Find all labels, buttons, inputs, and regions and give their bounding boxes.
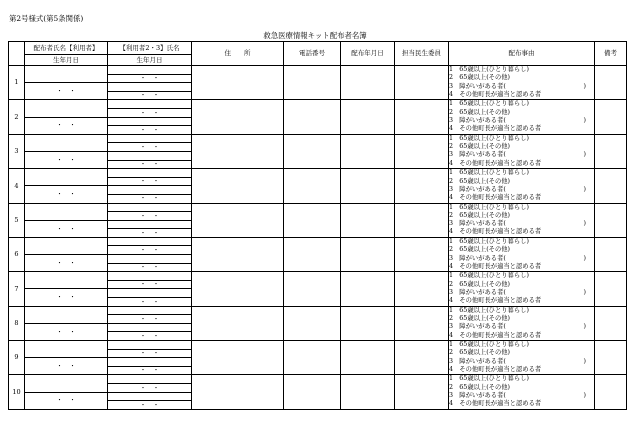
recipient-dob-cell[interactable]: ・ ・ (25, 323, 108, 340)
remarks-cell[interactable] (595, 100, 627, 134)
welfare-officer-cell[interactable] (395, 375, 449, 409)
table-row (9, 272, 627, 281)
reason-option-label: 3 障がいがある者( (449, 392, 506, 400)
other-user-name-cell[interactable] (108, 237, 192, 246)
distribution-date-cell[interactable] (341, 100, 395, 134)
distribution-date-cell[interactable] (341, 66, 395, 100)
reason-option-label: 1 65歳以上(ひとり暮らし) (449, 375, 529, 383)
reason-close-paren: ) (583, 254, 586, 262)
other-users-name-header: 【利用者2・3】氏名 (108, 42, 192, 55)
row-number: 5 (9, 203, 25, 237)
remarks-cell[interactable] (595, 237, 627, 271)
other-user-name-cell[interactable] (108, 375, 192, 384)
recipient-name-cell[interactable] (25, 66, 108, 83)
other-user-name-cell[interactable] (108, 220, 192, 229)
phone-cell[interactable] (284, 203, 341, 237)
reason-option-label: 4 その他町長が適当と認める者 (449, 400, 542, 408)
other-user-dob-cell[interactable]: ・ ・ (108, 349, 192, 358)
reason-cell (449, 203, 595, 237)
other-user-dob-cell[interactable]: ・ ・ (108, 315, 192, 324)
welfare-officer-cell[interactable] (395, 169, 449, 203)
remarks-cell[interactable] (595, 203, 627, 237)
distribution-date-cell[interactable] (341, 169, 395, 203)
reason-option-label: 2 65歳以上(その他) (449, 246, 511, 254)
reason-option-label: 3 障がいがある者( (449, 151, 506, 159)
reason-option[interactable] (449, 109, 594, 117)
phone-cell[interactable] (284, 306, 341, 340)
phone-cell[interactable] (284, 375, 341, 409)
other-user-name-cell[interactable] (108, 66, 192, 75)
distribution-date-cell[interactable] (341, 341, 395, 375)
reason-close-paren: ) (583, 82, 586, 90)
row-number: 10 (9, 375, 25, 409)
remarks-cell[interactable] (595, 134, 627, 168)
address-cell[interactable] (192, 134, 284, 168)
other-user-name-cell[interactable] (108, 203, 192, 212)
reason-close-paren: ) (583, 220, 586, 228)
remarks-cell[interactable] (595, 375, 627, 409)
reason-option-label: 1 65歳以上(ひとり暮らし) (449, 169, 529, 177)
table-row (9, 341, 627, 350)
row-number: 3 (9, 134, 25, 168)
reason-option-label: 2 65歳以上(その他) (449, 280, 511, 288)
distribution-date-cell[interactable] (341, 203, 395, 237)
reason-option[interactable] (449, 375, 594, 383)
row-number: 6 (9, 237, 25, 271)
address-cell[interactable] (192, 100, 284, 134)
other-user-dob-cell[interactable]: ・ ・ (108, 298, 192, 307)
reason-option-label: 2 65歳以上(その他) (449, 74, 511, 82)
reason-option[interactable] (449, 297, 594, 305)
reason-option[interactable] (449, 178, 594, 186)
recipient-dob-cell[interactable]: ・ ・ (25, 289, 108, 306)
reason-option-label: 4 その他町長が適当と認める者 (449, 262, 542, 270)
reason-cell (449, 341, 595, 375)
welfare-officer-cell[interactable] (395, 100, 449, 134)
reason-option-label: 3 障がいがある者( (449, 357, 506, 365)
reason-option-label: 2 65歳以上(その他) (449, 108, 511, 116)
document-title: 救急医療情報キット配布者名簿 (263, 31, 367, 40)
other-user-dob-cell[interactable]: ・ ・ (108, 246, 192, 255)
remarks-cell[interactable] (595, 66, 627, 100)
other-user-dob-cell[interactable]: ・ ・ (108, 401, 192, 410)
row-number-header (9, 42, 25, 66)
other-user-dob-cell[interactable]: ・ ・ (108, 280, 192, 289)
recipient-name-cell[interactable] (25, 341, 108, 358)
remarks-cell[interactable] (595, 306, 627, 340)
table-row (9, 375, 627, 384)
reason-option[interactable] (449, 289, 594, 297)
reason-cell (449, 237, 595, 271)
reason-option-label: 1 65歳以上(ひとり暮らし) (449, 272, 529, 280)
distribution-roster-table (8, 41, 627, 410)
recipient-name-header: 配布者氏名【利用者】 (25, 42, 108, 55)
reason-option[interactable] (449, 151, 594, 159)
reason-close-paren: ) (583, 357, 586, 365)
reason-option-label: 1 65歳以上(ひとり暮らし) (449, 306, 529, 314)
phone-cell[interactable] (284, 272, 341, 306)
recipient-dob-cell[interactable]: ・ ・ (25, 358, 108, 375)
welfare-officer-cell[interactable] (395, 306, 449, 340)
reason-option-label: 2 65歳以上(その他) (449, 349, 511, 357)
welfare-officer-cell[interactable] (395, 203, 449, 237)
reason-option[interactable] (449, 255, 594, 263)
recipient-dob-cell[interactable]: ・ ・ (25, 117, 108, 134)
reason-option-label: 2 65歳以上(その他) (449, 177, 511, 185)
reason-option-label: 2 65歳以上(その他) (449, 143, 511, 151)
other-user-dob-cell[interactable]: ・ ・ (108, 366, 192, 375)
reason-option[interactable] (449, 194, 594, 202)
other-user-dob-cell[interactable]: ・ ・ (108, 91, 192, 100)
reason-option-label: 4 その他町長が適当と認める者 (449, 194, 542, 202)
row-number: 4 (9, 169, 25, 203)
phone-cell[interactable] (284, 100, 341, 134)
other-user-name-cell[interactable] (108, 117, 192, 126)
other-user-name-cell[interactable] (108, 289, 192, 298)
table-row (9, 169, 627, 178)
reason-option[interactable] (449, 228, 594, 236)
reason-option[interactable] (449, 169, 594, 177)
reason-option-label: 3 障がいがある者( (449, 220, 506, 228)
recipient-name-cell[interactable] (25, 375, 108, 392)
recipient-name-cell[interactable] (25, 272, 108, 289)
address-cell[interactable] (192, 203, 284, 237)
other-user-name-cell[interactable] (108, 83, 192, 92)
reason-cell (449, 134, 595, 168)
reason-option[interactable] (449, 83, 594, 91)
reason-option[interactable] (449, 186, 594, 194)
reason-cell (449, 66, 595, 100)
reason-cell (449, 306, 595, 340)
welfare-officer-cell[interactable] (395, 272, 449, 306)
other-user-name-cell[interactable] (108, 392, 192, 401)
reason-option-label: 1 65歳以上(ひとり暮らし) (449, 134, 529, 142)
reason-option-label: 1 65歳以上(ひとり暮らし) (449, 100, 529, 108)
reason-option[interactable] (449, 160, 594, 168)
reason-option[interactable] (449, 272, 594, 280)
reason-close-paren: ) (583, 117, 586, 125)
table-row (9, 203, 627, 212)
other-user-name-cell[interactable] (108, 134, 192, 143)
reason-option-label: 1 65歳以上(ひとり暮らし) (449, 237, 529, 245)
reason-option[interactable] (449, 212, 594, 220)
phone-header: 電話番号 (284, 42, 341, 66)
reason-option-label: 2 65歳以上(その他) (449, 383, 511, 391)
address-cell[interactable] (192, 341, 284, 375)
address-cell[interactable] (192, 66, 284, 100)
other-user-dob-cell[interactable]: ・ ・ (108, 108, 192, 117)
address-cell[interactable] (192, 237, 284, 271)
reason-option[interactable] (449, 263, 594, 271)
reason-option[interactable] (449, 384, 594, 392)
other-user-name-cell[interactable] (108, 151, 192, 160)
other-user-name-cell[interactable] (108, 100, 192, 109)
other-user-dob-cell[interactable]: ・ ・ (108, 212, 192, 221)
reason-option-label: 1 65歳以上(ひとり暮らし) (449, 341, 529, 349)
reason-cell (449, 272, 595, 306)
welfare-officer-cell[interactable] (395, 134, 449, 168)
reason-close-paren: ) (583, 151, 586, 159)
distribution-date-header: 配布年月日 (341, 42, 395, 66)
remarks-cell[interactable] (595, 272, 627, 306)
distribution-date-cell[interactable] (341, 375, 395, 409)
distribution-date-cell[interactable] (341, 237, 395, 271)
reason-option-label: 4 その他町長が適当と認める者 (449, 365, 542, 373)
recipient-dob-cell[interactable]: ・ ・ (25, 83, 108, 100)
reason-option-label: 3 障がいがある者( (449, 117, 506, 125)
reason-option[interactable] (449, 366, 594, 374)
reason-close-paren: ) (583, 392, 586, 400)
reason-option[interactable] (449, 100, 594, 108)
row-number: 2 (9, 100, 25, 134)
table-row (9, 237, 627, 246)
row-number: 7 (9, 272, 25, 306)
distribution-date-cell[interactable] (341, 306, 395, 340)
address-header: 住 所 (192, 42, 284, 66)
reason-header: 配布事由 (449, 42, 595, 66)
recipient-dob-cell[interactable]: ・ ・ (25, 186, 108, 203)
reason-cell (449, 375, 595, 409)
other-user-dob-cell[interactable]: ・ ・ (108, 160, 192, 169)
phone-cell[interactable] (284, 134, 341, 168)
reason-option-label: 4 その他町長が適当と認める者 (449, 125, 542, 133)
address-cell[interactable] (192, 169, 284, 203)
other-user-name-cell[interactable] (108, 255, 192, 264)
recipient-name-cell[interactable] (25, 237, 108, 254)
reason-option-label: 1 65歳以上(ひとり暮らし) (449, 203, 529, 211)
reason-close-paren: ) (583, 288, 586, 296)
table-row (9, 100, 627, 109)
reason-option-label: 4 その他町長が適当と認める者 (449, 297, 542, 305)
recipient-dob-cell[interactable]: ・ ・ (25, 255, 108, 272)
remarks-cell[interactable] (595, 169, 627, 203)
other-user-name-cell[interactable] (108, 323, 192, 332)
distribution-date-cell[interactable] (341, 134, 395, 168)
reason-option[interactable] (449, 400, 594, 408)
reason-option-label: 3 障がいがある者( (449, 323, 506, 331)
reason-option-label: 4 その他町長が適当と認める者 (449, 90, 542, 98)
reason-option-label: 4 その他町長が適当と認める者 (449, 159, 542, 167)
reason-option-label: 4 その他町長が適当と認める者 (449, 228, 542, 236)
reason-option-label: 3 障がいがある者( (449, 185, 506, 193)
remarks-cell[interactable] (595, 341, 627, 375)
reason-option[interactable] (449, 358, 594, 366)
reason-option-label: 1 65歳以上(ひとり暮らし) (449, 66, 529, 74)
other-user-dob-cell[interactable]: ・ ・ (108, 177, 192, 186)
recipient-name-cell[interactable] (25, 134, 108, 151)
other-users-dob-header: 生年月日 (108, 55, 192, 66)
other-user-dob-cell[interactable]: ・ ・ (108, 74, 192, 83)
reason-option[interactable] (449, 349, 594, 357)
phone-cell[interactable] (284, 66, 341, 100)
reason-option-label: 3 障がいがある者( (449, 82, 506, 90)
other-user-name-cell[interactable] (108, 341, 192, 350)
recipient-dob-cell[interactable]: ・ ・ (25, 392, 108, 409)
reason-cell (449, 169, 595, 203)
other-user-dob-cell[interactable]: ・ ・ (108, 383, 192, 392)
other-user-name-cell[interactable] (108, 358, 192, 367)
address-cell[interactable] (192, 375, 284, 409)
other-user-dob-cell[interactable]: ・ ・ (108, 126, 192, 135)
recipient-dob-cell[interactable]: ・ ・ (25, 151, 108, 168)
other-user-name-cell[interactable] (108, 272, 192, 281)
recipient-name-cell[interactable] (25, 169, 108, 186)
reason-close-paren: ) (583, 323, 586, 331)
other-user-dob-cell[interactable]: ・ ・ (108, 143, 192, 152)
other-user-dob-cell[interactable]: ・ ・ (108, 263, 192, 272)
reason-option-label: 2 65歳以上(その他) (449, 211, 511, 219)
other-user-name-cell[interactable] (108, 306, 192, 315)
reason-option[interactable] (449, 204, 594, 212)
other-user-name-cell[interactable] (108, 169, 192, 178)
address-cell[interactable] (192, 272, 284, 306)
distribution-date-cell[interactable] (341, 272, 395, 306)
reason-option[interactable] (449, 323, 594, 331)
row-number: 8 (9, 306, 25, 340)
row-number: 9 (9, 341, 25, 375)
recipient-name-cell[interactable] (25, 203, 108, 220)
reason-option[interactable] (449, 281, 594, 289)
reason-option[interactable] (449, 332, 594, 340)
other-user-name-cell[interactable] (108, 186, 192, 195)
table-row (9, 134, 627, 143)
reason-option-label: 3 障がいがある者( (449, 288, 506, 296)
form-reference: 第2号様式(第5条関係) (9, 14, 84, 23)
reason-option[interactable] (449, 246, 594, 254)
other-user-dob-cell[interactable]: ・ ・ (108, 194, 192, 203)
reason-cell (449, 100, 595, 134)
recipient-dob-cell[interactable]: ・ ・ (25, 220, 108, 237)
other-user-dob-cell[interactable]: ・ ・ (108, 229, 192, 238)
phone-cell[interactable] (284, 341, 341, 375)
table-row (9, 306, 627, 315)
welfare-officer-cell[interactable] (395, 66, 449, 100)
welfare-officer-cell[interactable] (395, 237, 449, 271)
reason-option[interactable] (449, 307, 594, 315)
recipient-name-cell[interactable] (25, 306, 108, 323)
phone-cell[interactable] (284, 169, 341, 203)
reason-option-label: 3 障がいがある者( (449, 254, 506, 262)
other-user-dob-cell[interactable]: ・ ・ (108, 332, 192, 341)
welfare-officer-header: 担当民生委員 (395, 42, 449, 66)
table-row (9, 66, 627, 75)
recipient-name-cell[interactable] (25, 100, 108, 117)
phone-cell[interactable] (284, 237, 341, 271)
reason-option[interactable] (449, 135, 594, 143)
reason-option-label: 2 65歳以上(その他) (449, 315, 511, 323)
remarks-header: 備考 (595, 42, 627, 66)
reason-option[interactable] (449, 74, 594, 82)
reason-option-label: 4 その他町長が適当と認める者 (449, 331, 542, 339)
welfare-officer-cell[interactable] (395, 341, 449, 375)
reason-option[interactable] (449, 91, 594, 99)
recipient-dob-header: 生年月日 (25, 55, 108, 66)
address-cell[interactable] (192, 306, 284, 340)
reason-close-paren: ) (583, 185, 586, 193)
row-number: 1 (9, 66, 25, 100)
reason-option[interactable] (449, 125, 594, 133)
